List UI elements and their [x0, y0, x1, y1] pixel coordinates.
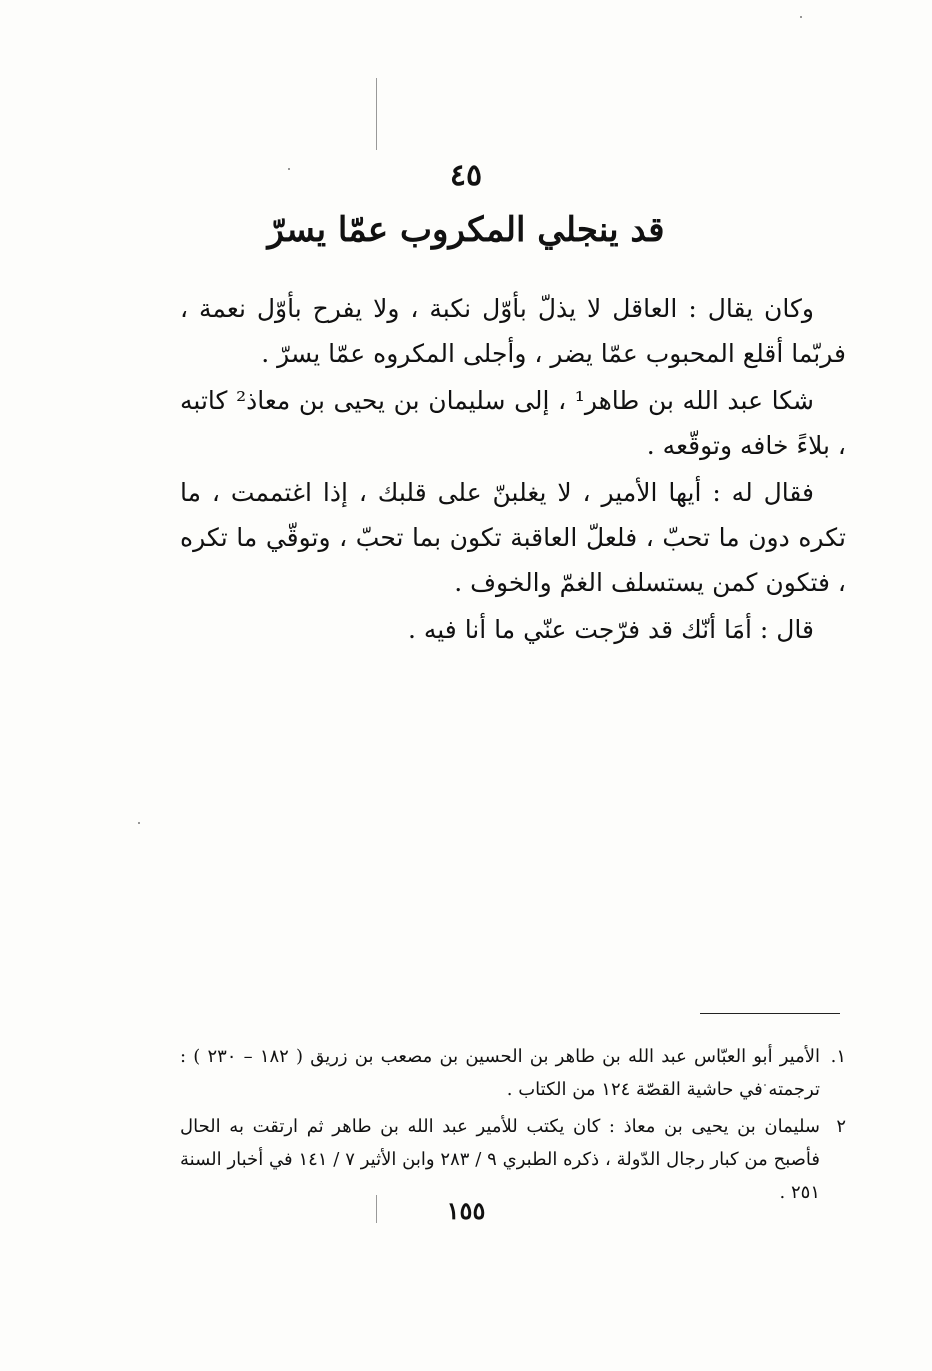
footnote-separator — [700, 1013, 840, 1014]
paragraph: وكان يقال : العاقل لا يذلّ بأوّل نكبة ، ولا يفرح بأوّل نعمة ، فربّما أقلع المحبوب عمّا يضر ، وأجلى المكروه عمّا يسرّ . — [180, 294, 846, 368]
footnote-text: الأمير أبو العبّاس عبد الله بن طاهر بن الحسين بن مصعب بن زريق ( ١٨٢ – ٢٣٠ ) : ترجمته في حاشية القصّة ١٢٤ من الكتاب . — [180, 1046, 821, 1100]
footnote-number: ١. — [830, 1046, 846, 1067]
paragraph: فقال له : أيها الأمير ، لا يغلبنّ على قلبك ، إذا اغتممت ، ما تكره دون ما تحبّ ، فلعلّ العاقبة تكون بما تحبّ ، وتوقّي ما تكره ، فتكون كمن يستسلف الغمّ والخوف . — [180, 478, 846, 597]
footnote — [180, 1040, 846, 1106]
scan-speck — [138, 822, 140, 824]
footnote-text: سليمان بن يحيى بن معاذ : كان يكتب للأمير عبد الله بن طاهر ثم ارتقت به الحال فأصبح من كبار رجال الدّولة ، ذكره الطبري ٩ / ٢٨٣ وابن الأثير ٧ / ١٤١ في أخبار السنة ٢٥١ . — [180, 1116, 820, 1203]
story-title: قد ينجلي المكروب عمّا يسرّ — [267, 210, 665, 250]
scan-artifact-line — [376, 78, 377, 150]
story-number: ٤٥ — [449, 158, 483, 193]
story-body — [180, 286, 846, 652]
paragraph: شكا عبد الله بن طاهر¹ ، إلى سليمان بن يحيى بن معاذ² كاتبه ، بلاءً خافه وتوقّعه . — [180, 386, 846, 460]
footnote-number: ٢ — [836, 1116, 846, 1137]
paragraph: قال : أمَا أنّك قد فرّجت عنّي ما أنا فيه . — [407, 615, 814, 644]
scan-speck — [800, 16, 802, 18]
footnote — [180, 1110, 846, 1209]
page-number: ١٥٥ — [446, 1196, 486, 1225]
footnotes — [180, 1040, 846, 1213]
